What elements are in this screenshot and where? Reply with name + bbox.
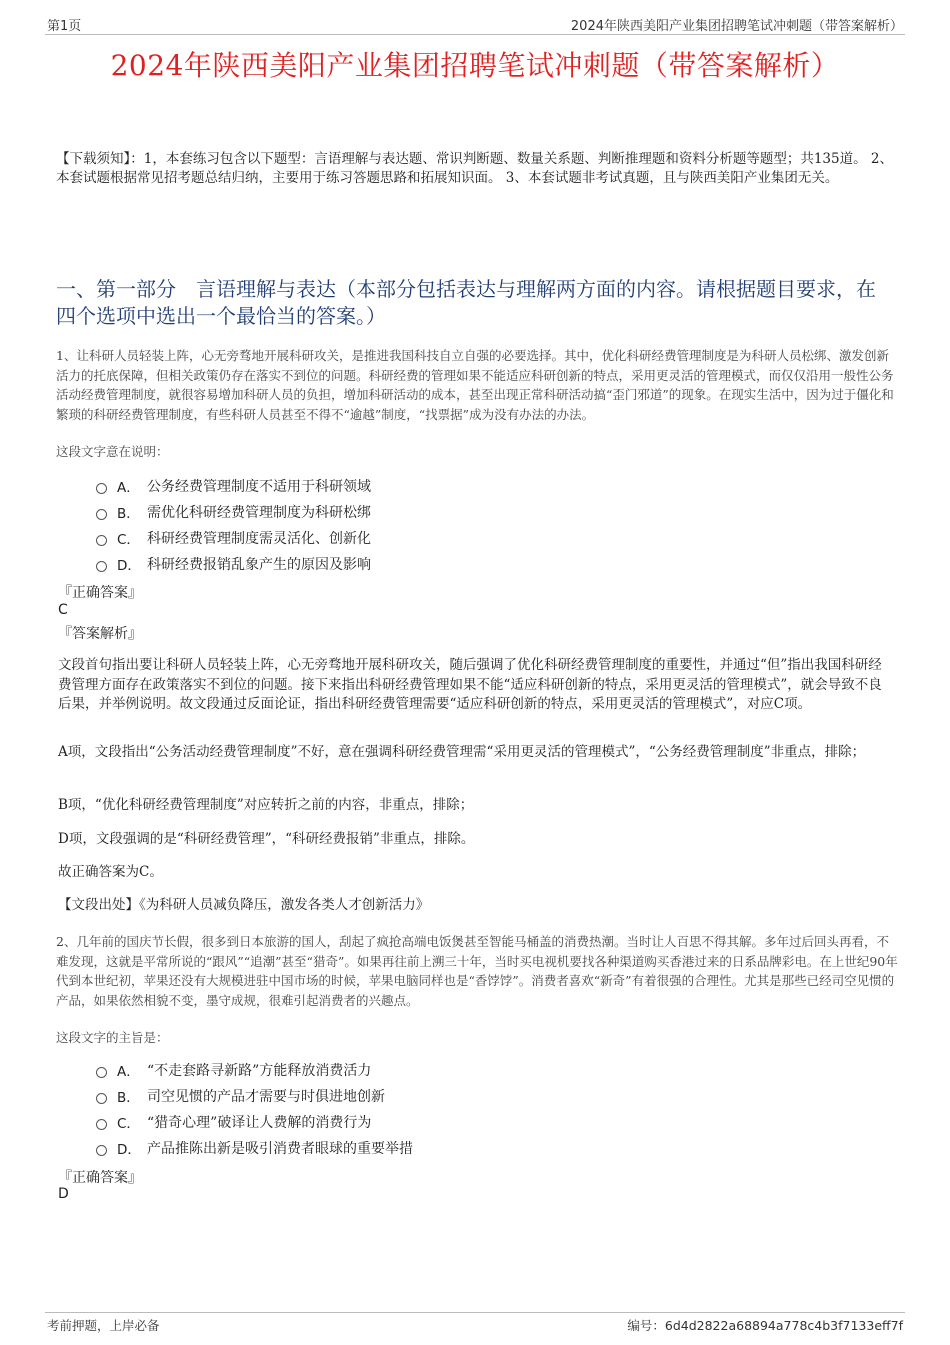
document-title: 2024年陕西美阳产业集团招聘笔试冲刺题（带答案解析） [110, 49, 840, 82]
analysis-option-b: B项，“优化科研经费管理制度”对应转折之前的内容，非重点，排除； [58, 797, 474, 813]
section-heading: 一、第一部分 言语理解与表达（本部分包括表达与理解两方面的内容。请根据题目要求，在四个选项中选出一个最恰当的答案。） [56, 277, 876, 328]
radio-icon[interactable] [96, 535, 107, 546]
option-a[interactable]: A． 公务经费管理制度不适用于科研领域 [96, 473, 371, 499]
analysis-paragraph: 文段首句指出要让科研人员轻装上阵，心无旁骛地开展科研攻关，随后强调了优化科研经费管理制度的重要性，并通过“但”指出我国科研经费管理方面存在政策落实不到位的问题。接下来指出科研经费管理如果不能“适应科研创新的特点，采用更灵活的管理模式”，就会导致不良后果，并举例说明。故文段通过反面论证，指出科研经费管理需要“适应科研创新的特点，采用更灵活的管理模式”，对应C项。 [58, 657, 882, 712]
question-1-prompt: 这段文字意在说明： [56, 444, 169, 459]
analysis-option-a: A项，文段指出“公务活动经费管理制度”不好，意在强调科研经费管理需“采用更灵活的管理模式”，“公务经费管理制度”非重点，排除； [58, 744, 866, 760]
radio-icon[interactable] [96, 1119, 107, 1130]
option-b[interactable]: B． 需优化科研经费管理制度为科研松绑 [96, 499, 371, 525]
page-footer [45, 1312, 905, 1335]
radio-icon[interactable] [96, 509, 107, 520]
radio-icon[interactable] [96, 1145, 107, 1156]
answer-label: 『正确答案』 [58, 1170, 142, 1186]
option-d[interactable]: D． 科研经费报销乱象产生的原因及影响 [96, 551, 371, 577]
option-a[interactable]: A． “不走套路寻新路”方能释放消费活力 [96, 1057, 413, 1083]
option-c[interactable]: C． 科研经费管理制度需灵活化、创新化 [96, 525, 371, 551]
radio-icon[interactable] [96, 1093, 107, 1104]
question-2-prompt: 这段文字的主旨是： [56, 1030, 169, 1045]
option-d[interactable]: D． 产品推陈出新是吸引消费者眼球的重要举措 [96, 1135, 413, 1161]
answer-label: 『正确答案』 [58, 585, 142, 601]
question-2-options [96, 1057, 413, 1161]
radio-icon[interactable] [96, 1067, 107, 1078]
question-2-stem: 2、几年前的国庆节长假，很多到日本旅游的国人，刮起了疯抢高端电饭煲甚至智能马桶盖的消费热潮。当时让人百思不得其解。多年过后回头再看，不难发现，这就是平常所说的“跟风”“追潮”甚至“猎奇”。如果再往前上溯三十年，当时买电视机要找各种渠道购买香港过来的日系品牌彩电。在上世纪90年代到本世纪初，苹果还没有大规模进驻中国市场的时候，苹果电脑同样也是“香饽饽”。消费者喜欢“新奇”有着很强的合理性。尤其是那些已经司空见惯的产品，如果依然相貌不变，墨守成规，很难引起消费者的兴趣点。 [56, 934, 898, 1008]
page-number: 第1页 [47, 19, 82, 34]
analysis-source: 【文段出处】《为科研人员减负降压，激发各类人才创新活力》 [58, 897, 430, 913]
question-1-stem: 1、让科研人员轻装上阵，心无旁骛地开展科研攻关，是推进我国科技自立自强的必要选择。其中，优化科研经费管理制度是为科研人员松绑、激发创新活力的托底保障，但相关政策仍存在落实不到位的问题。科研经费的管理如果不能适应科研创新的特点，采用更灵活的管理模式，而仅仅沿用一般性公务活动经费管理制度，就很容易增加科研人员的负担，增加科研活动的成本，甚至出现正常科研活动搞“歪门邪道”的现象。在现实生活中，因为过于僵化和繁琐的科研经费管理制度，有些科研人员甚至不得不“逾越”制度，“找票据”成为没有办法的办法。 [56, 348, 894, 422]
footer-slogan: 考前押题，上岸必备 [47, 1318, 160, 1333]
page-header [45, 14, 905, 35]
analysis-option-d: D项，文段强调的是“科研经费管理”，“科研经费报销”非重点，排除。 [58, 831, 475, 847]
option-b[interactable]: B． 司空见惯的产品才需要与时俱进地创新 [96, 1083, 413, 1109]
answer-value: D [58, 1186, 69, 1202]
analysis-label: 『答案解析』 [58, 626, 142, 642]
answer-value: C [58, 602, 68, 618]
question-1-options [96, 473, 371, 577]
download-notice: 【下载须知】：1，本套练习包含以下题型：言语理解与表达题、常识判断题、数量关系题、判断推理题和资料分析题等题型；共135道。 2、本套试题根据常见招考题总结归纳，主要用于练习答题思路和拓展知识面。 3、本套试题非考试真题，且与陕西美阳产业集团无关。 [56, 151, 893, 186]
radio-icon[interactable] [96, 483, 107, 494]
header-doc-title: 2024年陕西美阳产业集团招聘笔试冲刺题（带答案解析） [570, 19, 903, 34]
option-c[interactable]: C． “猎奇心理”破译让人费解的消费行为 [96, 1109, 413, 1135]
footer-code: 编号：6d4d2822a68894a778c4b3f7133eff7f [627, 1318, 903, 1333]
radio-icon[interactable] [96, 561, 107, 572]
analysis-conclusion: 故正确答案为C。 [58, 864, 163, 880]
